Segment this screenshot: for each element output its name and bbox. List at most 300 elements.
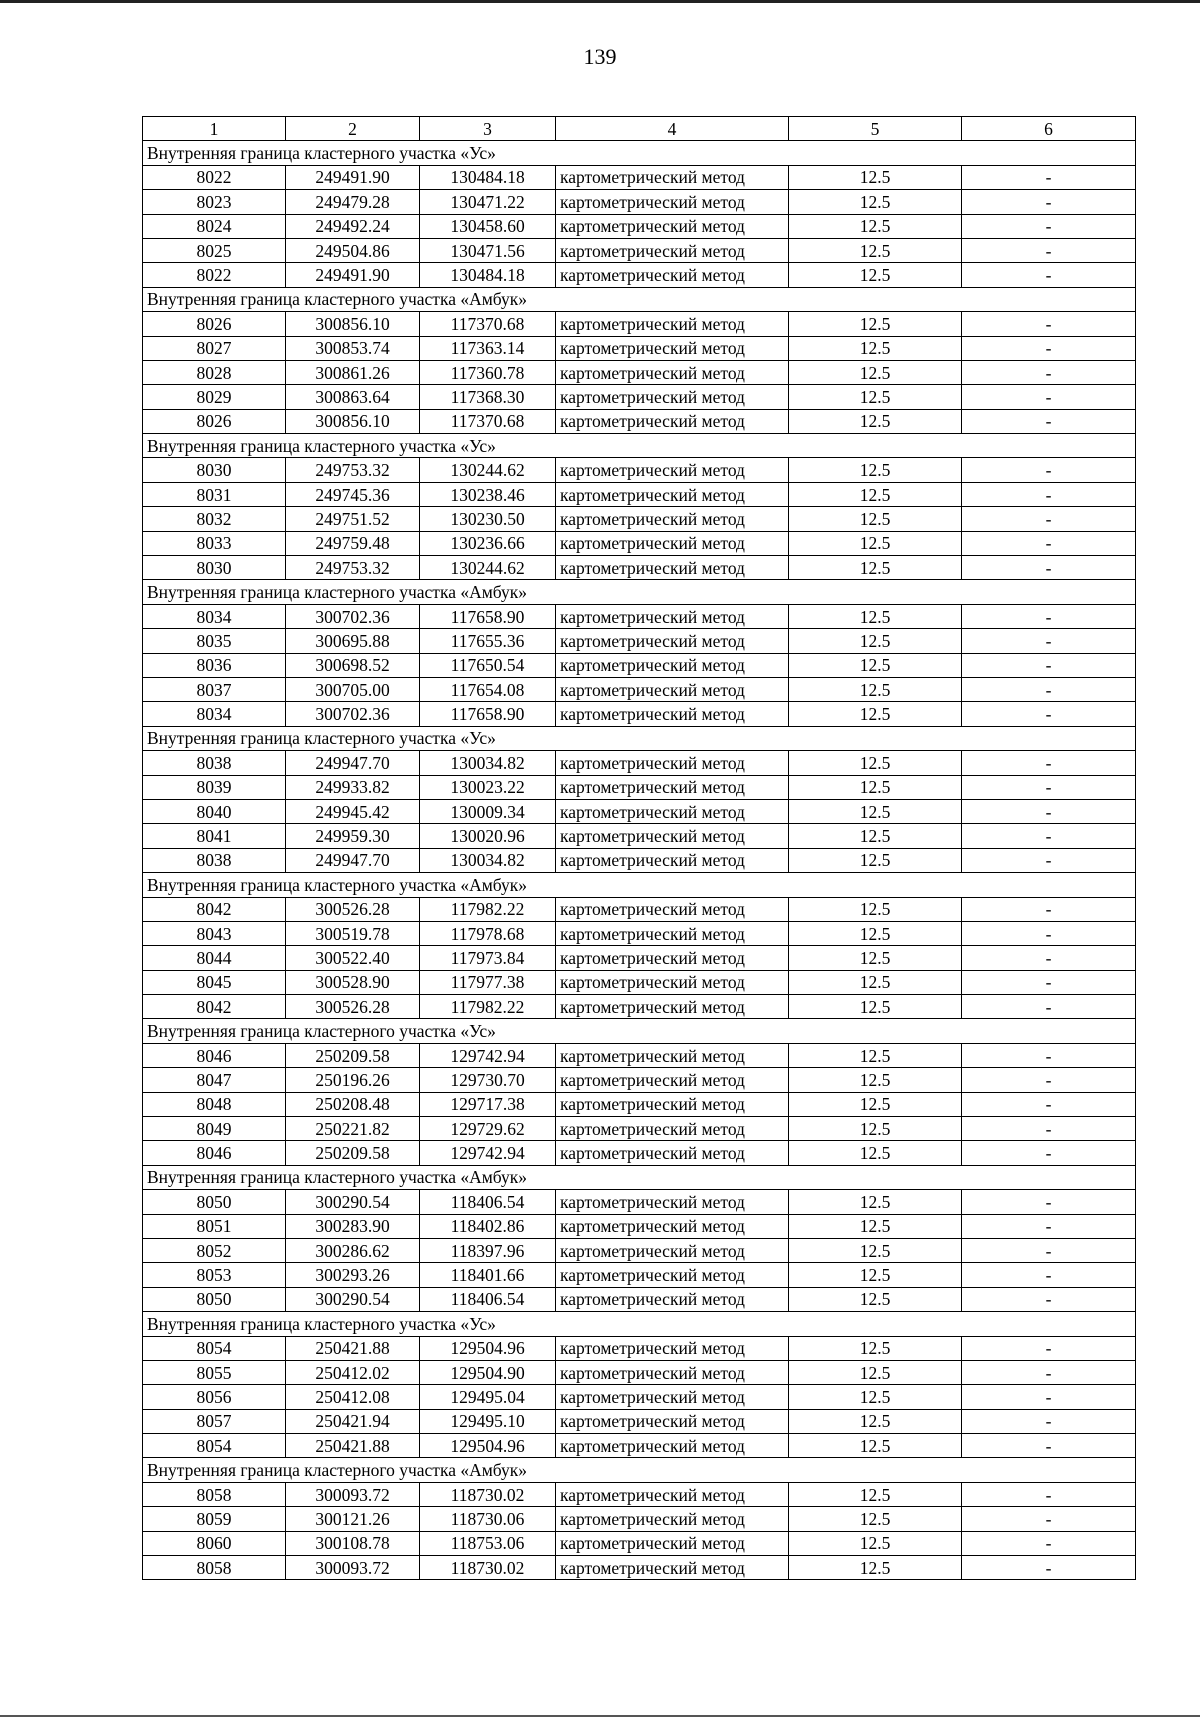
coordinates-table [142, 116, 1136, 1580]
section-title: Внутренняя граница кластерного участка «Амбук» [143, 873, 1136, 897]
y-coordinate-cell: 118730.06 [420, 1507, 556, 1531]
point-number-cell: 8025 [143, 238, 286, 262]
point-number-cell: 8033 [143, 531, 286, 555]
note-cell: - [962, 1507, 1136, 1531]
note-cell: - [962, 1531, 1136, 1555]
table-body [143, 117, 1136, 1580]
section-title: Внутренняя граница кластерного участка «Амбук» [143, 580, 1136, 604]
method-cell: картометрический метод [556, 848, 789, 872]
x-coordinate-cell: 250196.26 [286, 1068, 420, 1092]
point-number-cell: 8029 [143, 385, 286, 409]
x-coordinate-cell: 300293.26 [286, 1263, 420, 1287]
table-row [143, 1409, 1136, 1433]
table-row [143, 604, 1136, 628]
note-cell: - [962, 312, 1136, 336]
table-row [143, 238, 1136, 262]
y-coordinate-cell: 117973.84 [420, 946, 556, 970]
table-row [143, 848, 1136, 872]
accuracy-cell: 12.5 [789, 482, 962, 506]
x-coordinate-cell: 250421.88 [286, 1336, 420, 1360]
y-coordinate-cell: 129729.62 [420, 1117, 556, 1141]
table-row [143, 385, 1136, 409]
point-number-cell: 8041 [143, 824, 286, 848]
accuracy-cell: 12.5 [789, 556, 962, 580]
x-coordinate-cell: 249479.28 [286, 190, 420, 214]
point-number-cell: 8039 [143, 775, 286, 799]
table-row [143, 190, 1136, 214]
method-cell: картометрический метод [556, 970, 789, 994]
point-number-cell: 8052 [143, 1238, 286, 1262]
y-coordinate-cell: 130471.22 [420, 190, 556, 214]
table-row [143, 1238, 1136, 1262]
y-coordinate-cell: 118406.54 [420, 1287, 556, 1311]
top-border-line [0, 0, 1200, 3]
accuracy-cell: 12.5 [789, 751, 962, 775]
note-cell: - [962, 1117, 1136, 1141]
x-coordinate-cell: 300861.26 [286, 360, 420, 384]
note-cell: - [962, 263, 1136, 287]
point-number-cell: 8037 [143, 677, 286, 701]
accuracy-cell: 12.5 [789, 946, 962, 970]
accuracy-cell: 12.5 [789, 1556, 962, 1580]
table-row [143, 507, 1136, 531]
note-cell: - [962, 531, 1136, 555]
section-title: Внутренняя граница кластерного участка «Ус» [143, 726, 1136, 750]
note-cell: - [962, 848, 1136, 872]
note-cell: - [962, 1043, 1136, 1067]
y-coordinate-cell: 117370.68 [420, 409, 556, 433]
table-row [143, 1482, 1136, 1506]
note-cell: - [962, 653, 1136, 677]
x-coordinate-cell: 250221.82 [286, 1117, 420, 1141]
note-cell: - [962, 336, 1136, 360]
method-cell: картометрический метод [556, 1556, 789, 1580]
point-number-cell: 8050 [143, 1190, 286, 1214]
table-row [143, 1190, 1136, 1214]
accuracy-cell: 12.5 [789, 1190, 962, 1214]
note-cell: - [962, 629, 1136, 653]
section-title-row [143, 287, 1136, 311]
table-row [143, 897, 1136, 921]
header-cell: 4 [556, 117, 789, 141]
method-cell: картометрический метод [556, 629, 789, 653]
point-number-cell: 8053 [143, 1263, 286, 1287]
x-coordinate-cell: 249959.30 [286, 824, 420, 848]
table-row [143, 1287, 1136, 1311]
y-coordinate-cell: 129495.10 [420, 1409, 556, 1433]
y-coordinate-cell: 130244.62 [420, 458, 556, 482]
accuracy-cell: 12.5 [789, 1092, 962, 1116]
x-coordinate-cell: 250208.48 [286, 1092, 420, 1116]
method-cell: картометрический метод [556, 995, 789, 1019]
accuracy-cell: 12.5 [789, 629, 962, 653]
note-cell: - [962, 360, 1136, 384]
note-cell: - [962, 604, 1136, 628]
method-cell: картометрический метод [556, 1214, 789, 1238]
note-cell: - [962, 1068, 1136, 1092]
point-number-cell: 8042 [143, 995, 286, 1019]
table-row [143, 799, 1136, 823]
point-number-cell: 8054 [143, 1434, 286, 1458]
y-coordinate-cell: 117658.90 [420, 702, 556, 726]
accuracy-cell: 12.5 [789, 214, 962, 238]
x-coordinate-cell: 249753.32 [286, 556, 420, 580]
method-cell: картометрический метод [556, 458, 789, 482]
point-number-cell: 8032 [143, 507, 286, 531]
y-coordinate-cell: 130244.62 [420, 556, 556, 580]
table-row [143, 775, 1136, 799]
point-number-cell: 8035 [143, 629, 286, 653]
x-coordinate-cell: 249753.32 [286, 458, 420, 482]
header-cell: 5 [789, 117, 962, 141]
method-cell: картометрический метод [556, 482, 789, 506]
accuracy-cell: 12.5 [789, 238, 962, 262]
accuracy-cell: 12.5 [789, 1409, 962, 1433]
y-coordinate-cell: 117368.30 [420, 385, 556, 409]
note-cell: - [962, 995, 1136, 1019]
point-number-cell: 8024 [143, 214, 286, 238]
method-cell: картометрический метод [556, 1238, 789, 1262]
table-row [143, 1531, 1136, 1555]
accuracy-cell: 12.5 [789, 312, 962, 336]
table-row [143, 921, 1136, 945]
point-number-cell: 8022 [143, 165, 286, 189]
section-title-row [143, 1165, 1136, 1189]
page-number: 139 [583, 44, 617, 69]
accuracy-cell: 12.5 [789, 165, 962, 189]
section-title: Внутренняя граница кластерного участка «Амбук» [143, 287, 1136, 311]
x-coordinate-cell: 250209.58 [286, 1043, 420, 1067]
table-row [143, 214, 1136, 238]
note-cell: - [962, 677, 1136, 701]
point-number-cell: 8030 [143, 458, 286, 482]
y-coordinate-cell: 130238.46 [420, 482, 556, 506]
note-cell: - [962, 482, 1136, 506]
table-row [143, 312, 1136, 336]
x-coordinate-cell: 300695.88 [286, 629, 420, 653]
y-coordinate-cell: 117977.38 [420, 970, 556, 994]
accuracy-cell: 12.5 [789, 531, 962, 555]
method-cell: картометрический метод [556, 1263, 789, 1287]
method-cell: картометрический метод [556, 385, 789, 409]
y-coordinate-cell: 117978.68 [420, 921, 556, 945]
point-number-cell: 8043 [143, 921, 286, 945]
point-number-cell: 8051 [143, 1214, 286, 1238]
section-title: Внутренняя граница кластерного участка «Ус» [143, 1019, 1136, 1043]
point-number-cell: 8045 [143, 970, 286, 994]
y-coordinate-cell: 130484.18 [420, 263, 556, 287]
point-number-cell: 8042 [143, 897, 286, 921]
point-number-cell: 8060 [143, 1531, 286, 1555]
point-number-cell: 8036 [143, 653, 286, 677]
x-coordinate-cell: 300702.36 [286, 702, 420, 726]
x-coordinate-cell: 300519.78 [286, 921, 420, 945]
y-coordinate-cell: 129742.94 [420, 1043, 556, 1067]
x-coordinate-cell: 300528.90 [286, 970, 420, 994]
x-coordinate-cell: 249947.70 [286, 751, 420, 775]
accuracy-cell: 12.5 [789, 409, 962, 433]
note-cell: - [962, 1238, 1136, 1262]
y-coordinate-cell: 117360.78 [420, 360, 556, 384]
point-number-cell: 8054 [143, 1336, 286, 1360]
x-coordinate-cell: 300698.52 [286, 653, 420, 677]
table-row [143, 1141, 1136, 1165]
accuracy-cell: 12.5 [789, 190, 962, 214]
section-title: Внутренняя граница кластерного участка «Ус» [143, 1312, 1136, 1336]
y-coordinate-cell: 118730.02 [420, 1482, 556, 1506]
accuracy-cell: 12.5 [789, 995, 962, 1019]
accuracy-cell: 12.5 [789, 1117, 962, 1141]
y-coordinate-cell: 118406.54 [420, 1190, 556, 1214]
section-title-row [143, 873, 1136, 897]
method-cell: картометрический метод [556, 1117, 789, 1141]
x-coordinate-cell: 300286.62 [286, 1238, 420, 1262]
point-number-cell: 8038 [143, 848, 286, 872]
x-coordinate-cell: 249491.90 [286, 165, 420, 189]
accuracy-cell: 12.5 [789, 1141, 962, 1165]
x-coordinate-cell: 300093.72 [286, 1482, 420, 1506]
x-coordinate-cell: 249491.90 [286, 263, 420, 287]
accuracy-cell: 12.5 [789, 897, 962, 921]
table-row [143, 1117, 1136, 1141]
method-cell: картометрический метод [556, 799, 789, 823]
note-cell: - [962, 1385, 1136, 1409]
table-row [143, 556, 1136, 580]
x-coordinate-cell: 249945.42 [286, 799, 420, 823]
accuracy-cell: 12.5 [789, 360, 962, 384]
y-coordinate-cell: 118753.06 [420, 1531, 556, 1555]
table-row [143, 336, 1136, 360]
x-coordinate-cell: 249745.36 [286, 482, 420, 506]
table-row [143, 482, 1136, 506]
x-coordinate-cell: 300093.72 [286, 1556, 420, 1580]
note-cell: - [962, 190, 1136, 214]
y-coordinate-cell: 130020.96 [420, 824, 556, 848]
accuracy-cell: 12.5 [789, 1507, 962, 1531]
accuracy-cell: 12.5 [789, 507, 962, 531]
section-title: Внутренняя граница кластерного участка «Амбук» [143, 1458, 1136, 1482]
note-cell: - [962, 1434, 1136, 1458]
header-row [143, 117, 1136, 141]
note-cell: - [962, 385, 1136, 409]
method-cell: картометрический метод [556, 604, 789, 628]
method-cell: картометрический метод [556, 653, 789, 677]
note-cell: - [962, 1556, 1136, 1580]
x-coordinate-cell: 300863.64 [286, 385, 420, 409]
point-number-cell: 8046 [143, 1141, 286, 1165]
table-row [143, 531, 1136, 555]
accuracy-cell: 12.5 [789, 458, 962, 482]
table-row [143, 1043, 1136, 1067]
method-cell: картометрический метод [556, 1507, 789, 1531]
note-cell: - [962, 702, 1136, 726]
method-cell: картометрический метод [556, 677, 789, 701]
point-number-cell: 8048 [143, 1092, 286, 1116]
y-coordinate-cell: 130471.56 [420, 238, 556, 262]
y-coordinate-cell: 129717.38 [420, 1092, 556, 1116]
method-cell: картометрический метод [556, 1360, 789, 1384]
note-cell: - [962, 897, 1136, 921]
y-coordinate-cell: 117650.54 [420, 653, 556, 677]
bottom-scan-line [0, 1715, 1200, 1717]
method-cell: картометрический метод [556, 1043, 789, 1067]
method-cell: картометрический метод [556, 531, 789, 555]
x-coordinate-cell: 250412.08 [286, 1385, 420, 1409]
note-cell: - [962, 458, 1136, 482]
x-coordinate-cell: 300702.36 [286, 604, 420, 628]
y-coordinate-cell: 118402.86 [420, 1214, 556, 1238]
table-row [143, 1336, 1136, 1360]
table-row [143, 263, 1136, 287]
section-title-row [143, 1458, 1136, 1482]
x-coordinate-cell: 250412.02 [286, 1360, 420, 1384]
accuracy-cell: 12.5 [789, 1360, 962, 1384]
table-row [143, 824, 1136, 848]
method-cell: картометрический метод [556, 1336, 789, 1360]
accuracy-cell: 12.5 [789, 1336, 962, 1360]
note-cell: - [962, 751, 1136, 775]
accuracy-cell: 12.5 [789, 799, 962, 823]
table-row [143, 1360, 1136, 1384]
point-number-cell: 8030 [143, 556, 286, 580]
method-cell: картометрический метод [556, 1141, 789, 1165]
y-coordinate-cell: 130458.60 [420, 214, 556, 238]
point-number-cell: 8047 [143, 1068, 286, 1092]
header-cell: 2 [286, 117, 420, 141]
y-coordinate-cell: 117982.22 [420, 897, 556, 921]
accuracy-cell: 12.5 [789, 1531, 962, 1555]
section-title-row [143, 1019, 1136, 1043]
point-number-cell: 8022 [143, 263, 286, 287]
table-row [143, 1507, 1136, 1531]
method-cell: картометрический метод [556, 409, 789, 433]
y-coordinate-cell: 129742.94 [420, 1141, 556, 1165]
method-cell: картометрический метод [556, 1434, 789, 1458]
x-coordinate-cell: 300121.26 [286, 1507, 420, 1531]
note-cell: - [962, 1141, 1136, 1165]
y-coordinate-cell: 129730.70 [420, 1068, 556, 1092]
x-coordinate-cell: 250421.88 [286, 1434, 420, 1458]
table-row [143, 970, 1136, 994]
method-cell: картометрический метод [556, 1409, 789, 1433]
note-cell: - [962, 1190, 1136, 1214]
y-coordinate-cell: 130034.82 [420, 751, 556, 775]
note-cell: - [962, 409, 1136, 433]
y-coordinate-cell: 130023.22 [420, 775, 556, 799]
y-coordinate-cell: 130230.50 [420, 507, 556, 531]
method-cell: картометрический метод [556, 507, 789, 531]
point-number-cell: 8034 [143, 604, 286, 628]
note-cell: - [962, 214, 1136, 238]
table-row [143, 995, 1136, 1019]
note-cell: - [962, 1336, 1136, 1360]
section-title: Внутренняя граница кластерного участка «Ус» [143, 434, 1136, 458]
point-number-cell: 8050 [143, 1287, 286, 1311]
x-coordinate-cell: 300856.10 [286, 409, 420, 433]
y-coordinate-cell: 129504.96 [420, 1434, 556, 1458]
x-coordinate-cell: 249492.24 [286, 214, 420, 238]
point-number-cell: 8028 [143, 360, 286, 384]
x-coordinate-cell: 300108.78 [286, 1531, 420, 1555]
y-coordinate-cell: 130484.18 [420, 165, 556, 189]
x-coordinate-cell: 249933.82 [286, 775, 420, 799]
point-number-cell: 8058 [143, 1556, 286, 1580]
method-cell: картометрический метод [556, 214, 789, 238]
accuracy-cell: 12.5 [789, 1385, 962, 1409]
note-cell: - [962, 238, 1136, 262]
table-row [143, 1263, 1136, 1287]
section-title-row [143, 141, 1136, 165]
x-coordinate-cell: 300856.10 [286, 312, 420, 336]
accuracy-cell: 12.5 [789, 677, 962, 701]
y-coordinate-cell: 130236.66 [420, 531, 556, 555]
method-cell: картометрический метод [556, 1092, 789, 1116]
accuracy-cell: 12.5 [789, 921, 962, 945]
accuracy-cell: 12.5 [789, 1068, 962, 1092]
accuracy-cell: 12.5 [789, 263, 962, 287]
table-row [143, 458, 1136, 482]
method-cell: картометрический метод [556, 165, 789, 189]
y-coordinate-cell: 117658.90 [420, 604, 556, 628]
method-cell: картометрический метод [556, 946, 789, 970]
accuracy-cell: 12.5 [789, 1287, 962, 1311]
method-cell: картометрический метод [556, 312, 789, 336]
y-coordinate-cell: 129504.90 [420, 1360, 556, 1384]
point-number-cell: 8057 [143, 1409, 286, 1433]
x-coordinate-cell: 249947.70 [286, 848, 420, 872]
section-title-row [143, 1312, 1136, 1336]
x-coordinate-cell: 250421.94 [286, 1409, 420, 1433]
header-cell: 6 [962, 117, 1136, 141]
note-cell: - [962, 1092, 1136, 1116]
section-title-row [143, 726, 1136, 750]
table-row [143, 1556, 1136, 1580]
accuracy-cell: 12.5 [789, 604, 962, 628]
table-row [143, 360, 1136, 384]
note-cell: - [962, 1360, 1136, 1384]
y-coordinate-cell: 117654.08 [420, 677, 556, 701]
table-row [143, 946, 1136, 970]
table-row [143, 1214, 1136, 1238]
table-row [143, 629, 1136, 653]
note-cell: - [962, 1263, 1136, 1287]
header-cell: 1 [143, 117, 286, 141]
accuracy-cell: 12.5 [789, 1238, 962, 1262]
note-cell: - [962, 799, 1136, 823]
x-coordinate-cell: 249751.52 [286, 507, 420, 531]
header-cell: 3 [420, 117, 556, 141]
method-cell: картометрический метод [556, 1287, 789, 1311]
method-cell: картометрический метод [556, 190, 789, 214]
section-title-row [143, 580, 1136, 604]
method-cell: картометрический метод [556, 1531, 789, 1555]
x-coordinate-cell: 300290.54 [286, 1287, 420, 1311]
point-number-cell: 8031 [143, 482, 286, 506]
method-cell: картометрический метод [556, 1482, 789, 1506]
note-cell: - [962, 165, 1136, 189]
x-coordinate-cell: 250209.58 [286, 1141, 420, 1165]
x-coordinate-cell: 300526.28 [286, 897, 420, 921]
note-cell: - [962, 507, 1136, 531]
table-row [143, 751, 1136, 775]
accuracy-cell: 12.5 [789, 848, 962, 872]
y-coordinate-cell: 118401.66 [420, 1263, 556, 1287]
point-number-cell: 8027 [143, 336, 286, 360]
x-coordinate-cell: 300283.90 [286, 1214, 420, 1238]
note-cell: - [962, 1214, 1136, 1238]
method-cell: картометрический метод [556, 1385, 789, 1409]
y-coordinate-cell: 130009.34 [420, 799, 556, 823]
